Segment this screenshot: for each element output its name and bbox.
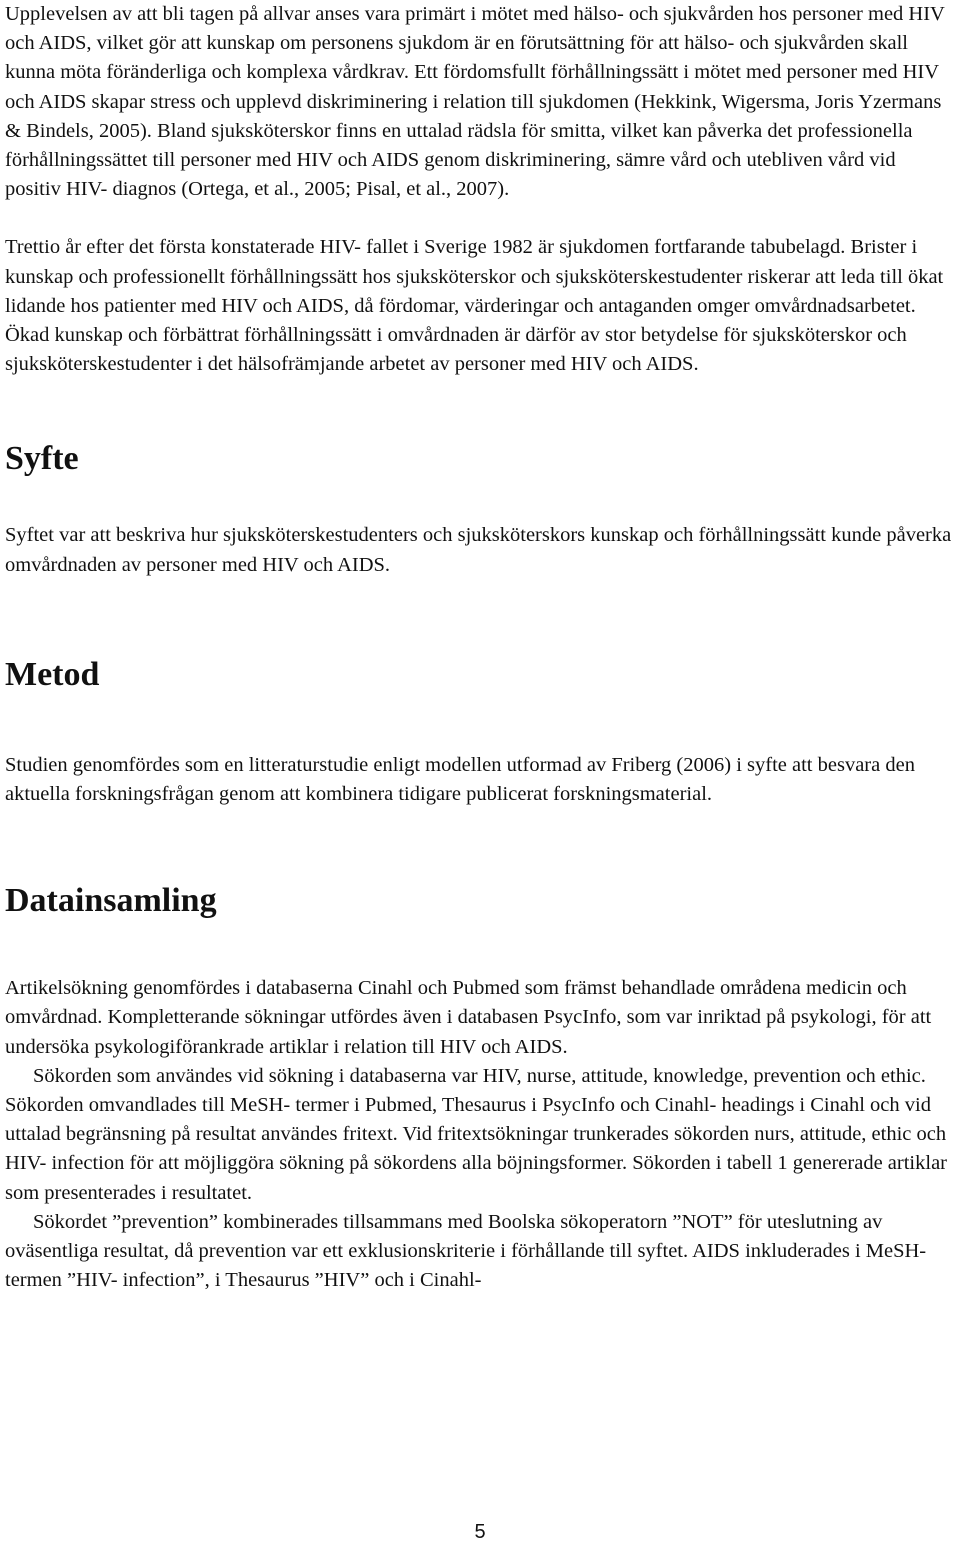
syfte-paragraph: Syftet var att beskriva hur sjuksköterskestudenters och sjuksköterskors kunskap och förhållningssätt kunde påverka omvårdnaden av personer med HIV och AIDS. [5, 524, 952, 576]
datainsamling-paragraph-1: Artikelsökning genomfördes i databaserna Cinahl och Pubmed som främst behandlade områdena medicin och omvårdnad. Kompletterande sökningar utfördes även i databasen PsycInfo, som var inriktad på psykologi, för att undersöka psykologiförankrade artiklar i relation till HIV och AIDS. [5, 977, 932, 1058]
metod-paragraph: Studien genomfördes som en litteraturstudie enligt modellen utformad av Friberg (2006) i syfte att besvara den aktuella forskningsfrågan genom att kombinera tidigare publicerat forskningsmaterial. [5, 753, 915, 806]
section-heading-syfte: Syfte [5, 440, 79, 478]
datainsamling-paragraph-2: Sökorden som användes vid sökning i databaserna var HIV, nurse, attitude, knowledge, prevention och ethic. Sökorden omvandlades till MeSH- termer i Pubmed, Thesaurus i PsycInfo och Cinahl- headings i Cinahl och vid uttalad begränsning på resultat användes fritext. Vid fritextsökningar trunkerades sökorden nurs, attitude, ethic och HIV- infection för att möjliggöra sökning på sökordens alla böjningsformer. Sökorden i tabell 1 genererade artiklar som presenterades i resultatet. [5, 1064, 947, 1204]
page-number: 5 [474, 1521, 486, 1543]
intro-paragraph-1: Upplevelsen av att bli tagen på allvar anses vara primärt i mötet med hälso- och sjukvården hos personer med HIV och AIDS, vilket gör att kunskap om personens sjukdom är en förutsättning för att hälso- och sjukvården skall kunna möta föränderliga och komplexa vårdkrav. Ett fördomsfullt förhållningssätt i mötet med personer med HIV och AIDS skapar stress och upplevd diskriminering i relation till sjukdomen (Hekkink, Wigersma, Joris Yzermans & Bindels, 2005). Bland sjuksköterskor finns en uttalad rädsla för smitta, vilket kan påverka det professionella förhållningssättet till personer med HIV och AIDS genom diskriminering, sämre vård och utebliven vård vid positiv HIV- diagnos (Ortega, et al., 2005; Pisal, et al., 2007). [5, 3, 945, 201]
datainsamling-paragraph-3: Sökordet ”prevention” kombinerades tillsammans med Boolska sökoperatorn ”NOT” för uteslutning av oväsentliga resultat, då prevention var ett exklusionskriterie i förhållande till syftet. AIDS inkluderades i MeSH- termen ”HIV- infection”, i Thesaurus ”HIV” och i Cinahl- [5, 1210, 927, 1292]
section-heading-datainsamling: Datainsamling [5, 882, 217, 920]
section-heading-metod: Metod [5, 655, 100, 693]
intro-paragraph-2: Trettio år efter det första konstaterade HIV- fallet i Sverige 1982 är sjukdomen fortfarande tabubelagd. Brister i kunskap och professionellt förhållningssätt hos sjuksköterskor och sjuksköterskestudenter riskerar att leda till ökat lidande hos patienter med HIV och AIDS, då fördomar, värderingar och antaganden omger omvårdnadsarbetet. Ökad kunskap och förbättrat förhållningssätt i omvårdnaden är därför av stor betydelse för sjuksköterskor och sjuksköterskestudenter i det hälsofrämjande arbetet av personer med HIV och AIDS. [5, 236, 944, 376]
document-page [5, 0, 955, 1295]
